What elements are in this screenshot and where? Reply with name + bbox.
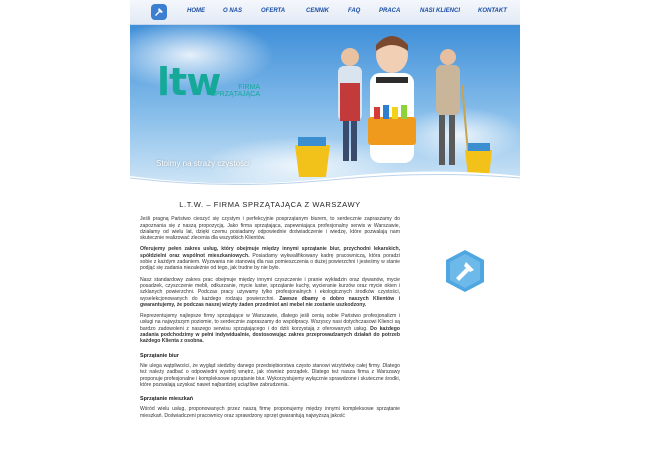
cleaning-badge-icon [442, 248, 488, 294]
services-text: Posiadamy wykwalifikowany kadrę pracowniczą, która poradzi sobie z każdym zadaniem. Wyzwania nie stanowią dla nas pomieszczenia o dużej powierzchni i jesteśmy w stanie podjąć się zadania niezależnie od tego, jak trudne by nie było. [140, 252, 400, 272]
logo-icon[interactable] [151, 4, 167, 20]
about-emphasis: Do każdego zadania podchodzimy w pełni indywidualnie, dostosowując zakres przeprowadzanych działań do potrzeb każdego Klienta z osobna. [140, 325, 400, 345]
hero-wave-divider [130, 168, 520, 190]
worker-right-figure [436, 49, 470, 175]
nav-oferta[interactable]: OFERTA [261, 8, 286, 14]
nav-cennik[interactable]: CENNIK [306, 8, 330, 14]
biur-paragraph: Nie ulega wątpliwości, że wygląd siedziby danego przedsiębiorstwa często stanowi wizytówkę całej firmy. Dlatego też należy zadbać o odpowiedni wystrój wnętrz, jak również porządek. Dlatego też nasza firma z Warszawy proponuje profesjonalne i kompleksowe sprzątanie biur. Wykorzystujemy wyłącznie sprawdzone i skuteczne środki, które pozwalają uzyskać nawet najbardziej uciążliwe zabrudzenia. [140, 362, 400, 388]
main-content [140, 202, 400, 424]
worker-man-figure [338, 48, 362, 161]
scope-paragraph [140, 277, 400, 308]
scope-text: Nasz standardowy zakres prac obejmuje między innymi czyszczenie i pranie wykładzin oraz dywanów, mycie posadzek, czyszczenie mebli, odkurzanie, mycie luster, sprzątanie kuchy, wycieranie kurzów oraz mycie okien i szklanych powierzchni. Podczas pracy używamy tylko profesjonalnych i ekologicznych środków czystości, wyselekcjonowanych do każdego rodzaju powierzchni. [140, 276, 400, 302]
hero-tagline: Stoimy na straży czystości [156, 159, 250, 168]
brand-subtitle-2: SPRZĄTAJĄCA [210, 91, 260, 98]
mieszkan-paragraph: Wśród wielu usług, proponowanych przez naszą firmę proponujemy między innymi kompleksowe sprzątanie mieszkań. Doświadczeni pracownicy oraz sprawdzony sprzęt gwarantują najwyższą jakość [140, 406, 400, 419]
page [130, 0, 520, 450]
nav-kontakt[interactable]: KONTAKT [478, 8, 507, 14]
scope-guarantee: Zawsze dbamy o dobro naszych Klientów i gwarantujemy, że podczas naszej wizyty żaden przedmiot ani mebel nie zostanie uszkodzony. [140, 295, 400, 308]
intro-paragraph: Jeśli pragną Państwo cieszyć się czystym i perfekcyjnie posprzątanym biurem, to serdecznie zapraszamy do zapoznania się z naszą propozycją. Jako firma sprzątająca, zapewniająca profesjonalny serwis w Warszawie, działamy od wielu lat, dzięki czemu posiadamy odpowiednie doświadczenie i wiedzę, które pozwalają nam skutecznie realizować zlecenia dla wszystkich Klientów. [140, 216, 400, 242]
brand-subtitle-1: FIRMA [238, 84, 260, 91]
about-text: Reprezentujemy najlepsze firmy sprzątające w Warszawie, dlatego jeśli cenią sobie Państwo profesjonalizm i usługi na najwyższym poziomie, to serdecznie zapraszamy do współpracy. Wszyscy nasi dotychczasowi Klienci są bardzo zadowoleni z naszego serwisu sprzątającego i do dziś korzystają z oferowanych usług. [140, 313, 400, 332]
brand-logo: ltw [157, 60, 221, 104]
nav-praca[interactable]: PRACA [379, 8, 401, 14]
top-nav [130, 0, 520, 25]
worker-woman-figure [368, 36, 416, 163]
page-title: L.T.W. – FIRMA SPRZĄTAJĄCA Z WARSZAWY [179, 200, 361, 209]
nav-nasi-klienci[interactable]: NASI KLIENCI [420, 8, 461, 14]
nav-faq[interactable]: FAQ [348, 8, 361, 14]
section-heading-biur: Sprzątanie biur [140, 352, 179, 359]
services-paragraph [140, 246, 400, 271]
nav-o-nas[interactable]: O NAS [223, 8, 243, 14]
services-lead: Oferujemy pełen zakres usług, który obejmuje między innymi sprzątanie biur, przychodni lekarskich, spółdzielni oraz wspólnot mieszkaniowych. [140, 246, 400, 259]
hero-banner [130, 25, 520, 185]
nav-home[interactable]: HOME [187, 8, 205, 14]
about-paragraph [140, 313, 400, 344]
section-heading-mieszkan: Sprzątanie mieszkań [140, 396, 194, 403]
